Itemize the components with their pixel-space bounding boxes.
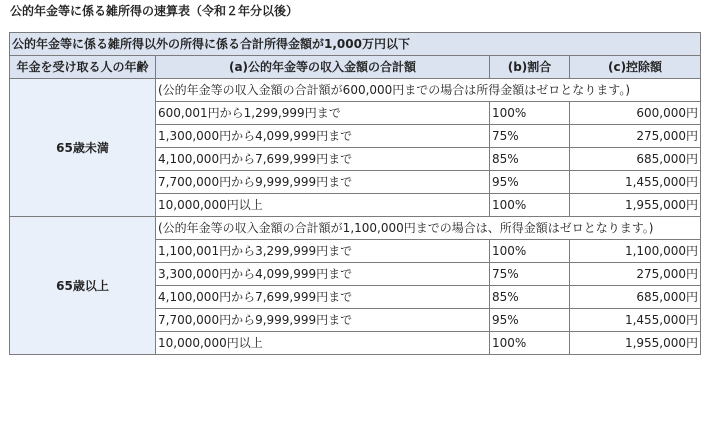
income-range: 7,700,000円から9,999,999円まで	[156, 309, 490, 332]
deduction-value: 1,455,000円	[570, 309, 701, 332]
income-range: 4,100,000円から7,699,999円まで	[156, 286, 490, 309]
rate-value: 95%	[490, 171, 570, 194]
column-header-deduction: (c)控除額	[570, 56, 701, 79]
deduction-value: 685,000円	[570, 286, 701, 309]
rate-value: 100%	[490, 332, 570, 355]
note-row	[10, 79, 701, 102]
deduction-value: 1,955,000円	[570, 194, 701, 217]
income-range: 7,700,000円から9,999,999円まで	[156, 171, 490, 194]
table-banner-row	[10, 33, 701, 56]
rate-value: 100%	[490, 194, 570, 217]
income-range: 4,100,000円から7,699,999円まで	[156, 148, 490, 171]
rate-value: 85%	[490, 148, 570, 171]
table-header-row	[10, 56, 701, 79]
pension-income-table	[9, 32, 701, 355]
income-range: 3,300,000円から4,099,999円まで	[156, 263, 490, 286]
column-header-rate: (b)割合	[490, 56, 570, 79]
age-group-label: 65歳未満	[10, 79, 156, 217]
age-group-label: 65歳以上	[10, 217, 156, 355]
note-row	[10, 217, 701, 240]
deduction-value: 1,955,000円	[570, 332, 701, 355]
deduction-value: 275,000円	[570, 125, 701, 148]
note-text: (公的年金等の収入金額の合計額が600,000円までの場合は所得金額はゼロとなります。)	[156, 79, 701, 102]
page-title: 公的年金等に係る雑所得の速算表（令和２年分以後）	[10, 4, 299, 18]
note-text: (公的年金等の収入金額の合計額が1,100,000円までの場合は、所得金額はゼロとなります。)	[156, 217, 701, 240]
rate-value: 85%	[490, 286, 570, 309]
rate-value: 75%	[490, 125, 570, 148]
rate-value: 75%	[490, 263, 570, 286]
rate-value: 100%	[490, 240, 570, 263]
deduction-value: 1,455,000円	[570, 171, 701, 194]
deduction-value: 685,000円	[570, 148, 701, 171]
table-banner: 公的年金等に係る雑所得以外の所得に係る合計所得金額が1,000万円以下	[10, 33, 701, 56]
column-header-income: (a)公的年金等の収入金額の合計額	[156, 56, 490, 79]
income-range: 1,300,000円から4,099,999円まで	[156, 125, 490, 148]
deduction-value: 600,000円	[570, 102, 701, 125]
rate-value: 100%	[490, 102, 570, 125]
deduction-value: 275,000円	[570, 263, 701, 286]
deduction-value: 1,100,000円	[570, 240, 701, 263]
rate-value: 95%	[490, 309, 570, 332]
income-range: 10,000,000円以上	[156, 332, 490, 355]
income-range: 10,000,000円以上	[156, 194, 490, 217]
income-range: 1,100,001円から3,299,999円まで	[156, 240, 490, 263]
column-header-age: 年金を受け取る人の年齢	[10, 56, 156, 79]
income-range: 600,001円から1,299,999円まで	[156, 102, 490, 125]
